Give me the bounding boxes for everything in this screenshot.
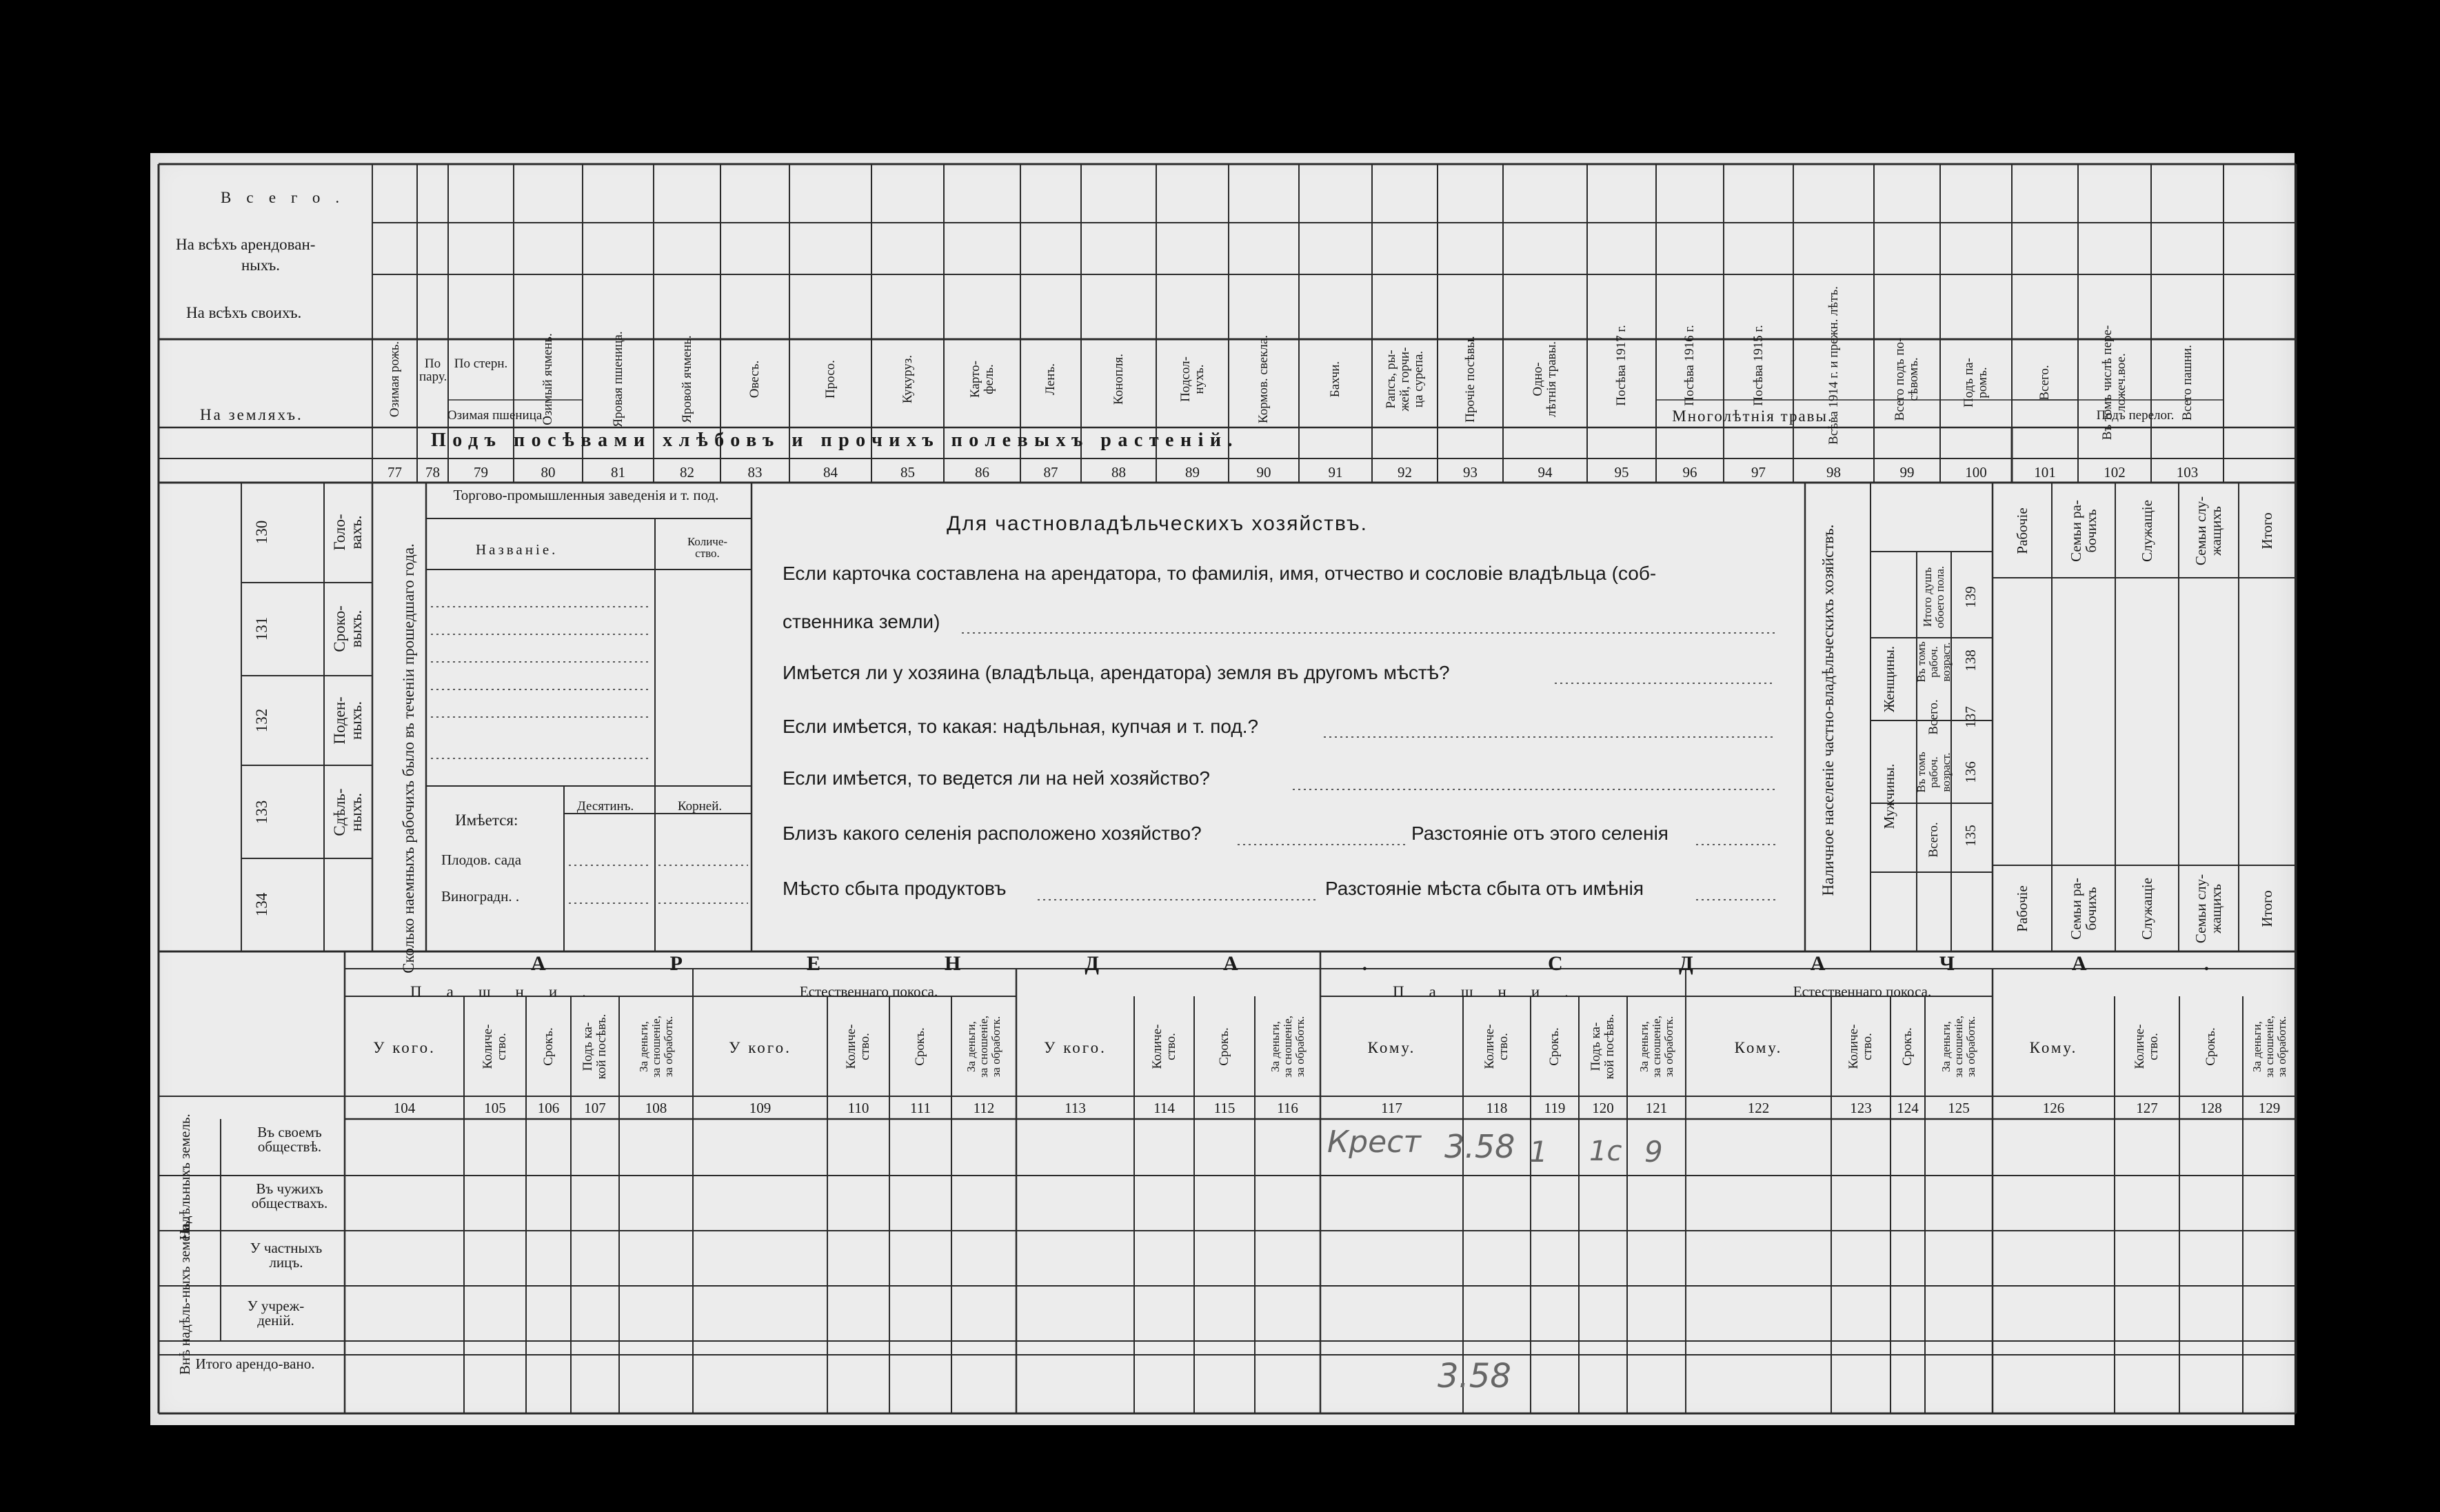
men-label: Мужчины.: [1880, 763, 1897, 829]
sdacha-banner: СДАЧА.: [1548, 952, 2327, 975]
lease-column-label: Срокъ.: [913, 1027, 928, 1066]
arenda-pokos: Естественнаго покоса.: [799, 983, 938, 1000]
lease-column-label: За деньги, за сношеніе, за обработк.: [1939, 1016, 1977, 1078]
lease-column-number: 119: [1544, 1100, 1566, 1116]
worker-column-label-bottom: Семьи слу- жащихъ: [2192, 874, 2224, 944]
worker-type-number: 130: [252, 520, 270, 545]
population-column-number: 135: [1962, 825, 1979, 847]
crop-column-label: Кукуруз.: [900, 354, 915, 404]
lease-column-number: 106: [537, 1100, 560, 1116]
handwritten-payment: 9: [1644, 1135, 1663, 1169]
lease-column-label: Количе- ство.: [1846, 1024, 1875, 1069]
lease-column-number: 127: [2136, 1100, 2158, 1116]
question-farming: Если имѣется, то ведется ли на ней хозяйство?: [783, 767, 1210, 789]
crop-column-number: 99: [1899, 464, 1915, 481]
crop-column-label: Конопля.: [1111, 353, 1126, 405]
row-leased-label: На всѣхъ арендован-: [176, 236, 316, 253]
crop-column-number: 95: [1614, 464, 1629, 481]
worker-column-label-bottom: Итого: [2258, 890, 2275, 927]
crop-column-label: Ленъ.: [1043, 363, 1058, 395]
crop-column-label: Рапсъ, ры- жей, горчи- ца сурепа.: [1383, 347, 1426, 412]
crop-column-number: 81: [611, 464, 625, 481]
crop-column-number: 97: [1751, 464, 1766, 481]
census-card-sheet: [150, 153, 2295, 1425]
lease-column-label: За деньги, за сношеніе, за обработк.: [1637, 1016, 1675, 1078]
lease-column-number: 108: [645, 1100, 667, 1116]
lease-column-number: 117: [1381, 1100, 1402, 1116]
lease-column-number: 113: [1065, 1100, 1086, 1116]
row-own-label: На всѣхъ своихъ.: [186, 304, 302, 321]
group-vne-nadel: Внѣ надѣль-ныхъ земель.: [176, 1217, 193, 1375]
arenda-banner: АРЕНДА.: [531, 952, 1492, 975]
crop-column-number: 96: [1682, 464, 1697, 481]
under-fallow-label: Подъ перелог.: [2096, 408, 2175, 423]
row-total-leased: Итого арендо-вано.: [195, 1355, 315, 1372]
dessiatins-header: Десятинъ.: [576, 799, 634, 814]
question-market-distance: Разстояніе мѣста сбыта отъ имѣнія: [1325, 878, 1644, 899]
lease-column-label: Количе- ство.: [481, 1024, 509, 1069]
handwritten-name: Крест: [1327, 1125, 1422, 1160]
vineyard-label: Виноградн. .: [441, 888, 520, 905]
worker-column-label-bottom: Семьи ра- бочихъ: [2067, 878, 2099, 940]
row-total-label: Всего.: [221, 189, 355, 206]
crop-column-label: Посѣва 1917 г.: [1614, 325, 1629, 406]
lease-column-number: 120: [1592, 1100, 1614, 1116]
women-label: Женщины.: [1880, 645, 1897, 713]
lease-column-number: 122: [1747, 1100, 1770, 1116]
crop-column-label: По стерн.: [454, 356, 508, 371]
population-column-number: 139: [1962, 586, 1979, 608]
lease-column-label: Кому.: [1734, 1039, 1783, 1056]
crop-column-number: 92: [1398, 464, 1412, 481]
crop-column-label: Всѣва 1914 г. и прежн. лѣтъ.: [1826, 286, 1841, 445]
question-other-land: Имѣется ли у хозяина (владѣльца, арендатора) земля въ другомъ мѣстѣ?: [783, 662, 1450, 683]
group-nadel: Надѣльныхъ земель.: [176, 1113, 193, 1240]
crop-column-label: Всего пашни.: [2179, 345, 2195, 421]
crop-column-label: Одно- лѣтнія травы.: [1531, 341, 1559, 417]
worker-type-label: Поден- ныхъ.: [330, 696, 365, 745]
crop-column-number: 94: [1537, 464, 1553, 481]
crop-column-label: Бахчи.: [1328, 361, 1343, 398]
crops-banner: Подъ посѣвами хлѣбовъ и прочихъ полевыхъ растеній.: [431, 430, 1240, 451]
lease-column-label: Срокъ.: [1900, 1027, 1915, 1066]
question-land-type: Если имѣется, то какая: надѣльная, купчая и т. под.?: [783, 716, 1259, 737]
total-souls-label: Итого душъ обоего пола.: [1921, 565, 1946, 629]
worker-type-label: Голо- вахъ.: [330, 514, 365, 551]
lease-column-label: Количе- ство.: [1149, 1024, 1178, 1069]
crop-column-number: 78: [425, 464, 440, 481]
crop-column-label: Яровая пшеница.: [610, 331, 625, 427]
row-leased-label-2: ныхъ.: [241, 256, 281, 274]
trade-title: Торгово-промышленныя заведенія и т. под.: [453, 487, 719, 503]
population-column-number: 137: [1962, 706, 1979, 728]
men-total: Всего.: [1926, 822, 1942, 858]
crop-column-number: 79: [474, 464, 488, 481]
lease-column-number: 109: [749, 1100, 772, 1116]
row-lands-label: На земляхъ.: [200, 406, 303, 423]
sdacha-pashni: Пашни.: [1393, 983, 1593, 1000]
crop-column-number: 82: [680, 464, 694, 481]
has-label: Имѣется:: [455, 812, 518, 829]
crop-column-label: Озимый ячмень.: [541, 333, 556, 425]
crop-column-number: 89: [1185, 464, 1200, 481]
lease-column-label: Срокъ.: [1547, 1027, 1562, 1066]
crop-column-number: 83: [747, 464, 763, 481]
lease-column-label: Подъ ка- кой посѣвъ.: [581, 1014, 609, 1080]
crop-column-label: Прочіе посѣвы.: [1462, 336, 1478, 423]
lease-column-number: 111: [910, 1100, 931, 1116]
sdacha-pokos: Естественнаго покоса.: [1793, 983, 1932, 1000]
handwritten-total: 3.58: [1438, 1357, 1511, 1395]
row-other-communities: Въ чужихъ обществахъ.: [251, 1180, 328, 1211]
winter-wheat-label: Озимая пшеница.: [447, 408, 546, 423]
question-owner: Если карточка составлена на арендатора, то фамилія, имя, отчество и сословіе владѣльца (соб-: [783, 563, 1657, 584]
worker-type-number: 134: [252, 892, 270, 917]
crop-column-label: Подъ па- ромъ.: [1962, 358, 1990, 407]
lease-column-label: У кого.: [1044, 1039, 1107, 1056]
lease-column-label: Количе- ство.: [1482, 1024, 1511, 1069]
lease-column-number: 116: [1277, 1100, 1298, 1116]
population-column-number: 136: [1962, 761, 1979, 783]
lease-column-number: 125: [1948, 1100, 1970, 1116]
crop-column-label: Кормов. свекла.: [1256, 334, 1271, 424]
crop-column-label: По пару.: [419, 356, 447, 384]
crop-column-number: 88: [1111, 464, 1126, 481]
lease-column-label: За деньги, за сношеніе, за обработк.: [1268, 1016, 1307, 1078]
crop-column-label: Овесъ.: [747, 360, 763, 399]
lease-column-label: Кому.: [1367, 1039, 1416, 1056]
crop-column-label: Просо.: [823, 360, 838, 399]
row-own-community: Въ своемъ обществѣ.: [257, 1124, 322, 1155]
crop-column-label: Посѣва 1915 г.: [1751, 325, 1766, 406]
lease-column-label: У кого.: [729, 1039, 792, 1056]
row-institutions: У учреж-деній.: [247, 1298, 305, 1329]
lease-column-label: Подъ ка- кой посѣвъ.: [1589, 1014, 1617, 1080]
worker-column-label: Рабочіе: [2013, 507, 2030, 554]
worker-type-number: 133: [252, 800, 270, 825]
lease-column-label: Срокъ.: [2204, 1027, 2219, 1066]
lease-column-label: За деньги, за сношеніе, за обработк.: [965, 1016, 1002, 1078]
crop-column-number: 87: [1043, 464, 1058, 481]
lease-column-label: Количе- ство.: [844, 1024, 872, 1069]
hired-workers-question: Сколько наемныхъ рабочихъ было въ теченіи прошедшаго года.: [399, 543, 417, 974]
lease-column-label: Срокъ.: [541, 1027, 556, 1066]
crop-column-label: Яровой ячмень.: [679, 335, 694, 423]
lease-column-number: 114: [1153, 1100, 1175, 1116]
crop-column-number: 100: [1965, 464, 1987, 481]
crop-column-number: 102: [2104, 464, 2126, 481]
worker-column-label-bottom: Служащіе: [2138, 878, 2155, 940]
crop-column-label: Всего подъ по- сѣвомъ.: [1893, 337, 1921, 421]
worker-type-label: Сроко- выхъ.: [330, 605, 365, 652]
lease-column-number: 105: [484, 1100, 506, 1116]
lease-column-label: Количе- ство.: [2133, 1024, 2161, 1069]
lease-column-number: 110: [847, 1100, 869, 1116]
crop-column-label: Посѣва 1916 г.: [1682, 325, 1697, 406]
lease-column-number: 115: [1213, 1100, 1236, 1116]
lease-column-label: Кому.: [2029, 1039, 2078, 1056]
row-private-persons: У частныхъ лицъ.: [250, 1240, 323, 1271]
crop-column-number: 84: [823, 464, 838, 481]
population-title: Наличное населеніе частно-владѣльческихъ хозяйствъ.: [1819, 524, 1837, 896]
crop-column-label: Всего.: [2037, 365, 2053, 401]
crop-column-number: 98: [1826, 464, 1841, 481]
crop-column-label: Подсол- нухъ.: [1178, 356, 1207, 402]
lease-column-number: 126: [2042, 1100, 2065, 1116]
lease-column-number: 118: [1486, 1100, 1508, 1116]
private-households-title: Для частновладѣльческихъ хозяйствъ.: [947, 512, 1368, 535]
men-working-age: Въ томъ рабоч. возраст.: [1915, 752, 1953, 793]
worker-type-number: 132: [252, 708, 270, 733]
handwritten-crop: 1с: [1589, 1136, 1622, 1167]
worker-column-label: Семьи ра- бочихъ: [2067, 500, 2099, 562]
worker-column-label: Семьи слу- жащихъ: [2192, 496, 2224, 566]
fruit-garden-label: Плодов. сада: [441, 851, 522, 868]
trade-qty-header: Количе-ство.: [687, 535, 728, 560]
handwritten-term: 1: [1529, 1135, 1548, 1169]
women-working-age: Въ томъ рабоч. возраст.: [1915, 641, 1953, 683]
worker-type-label: Сдѣль- ныхъ.: [330, 788, 365, 836]
lease-column-number: 123: [1850, 1100, 1872, 1116]
lease-column-label: За деньги, за сношеніе, за обработк.: [636, 1016, 675, 1078]
crop-column-number: 101: [2034, 464, 2056, 481]
crop-column-label: Карто- фель.: [967, 361, 996, 398]
worker-type-number: 131: [252, 616, 270, 641]
crop-column-number: 91: [1328, 464, 1343, 481]
worker-column-label: Служащіе: [2138, 500, 2155, 562]
lease-column-number: 128: [2200, 1100, 2222, 1116]
question-owner-2: ственника земли): [783, 611, 940, 632]
perennial-grasses-label: Многолѣтнія травы.: [1672, 407, 1833, 425]
roots-header: Корней.: [677, 799, 723, 814]
lease-column-number: 112: [973, 1100, 995, 1116]
lease-column-number: 129: [2258, 1100, 2281, 1116]
lease-column-label: У кого.: [373, 1039, 436, 1056]
worker-column-label-bottom: Рабочіе: [2013, 885, 2030, 932]
question-village-distance: Разстояніе отъ этого селенія: [1411, 823, 1668, 844]
population-column-number: 138: [1962, 649, 1979, 672]
crop-column-label: Озимая рожь.: [387, 341, 402, 418]
arenda-pashni: Пашни.: [410, 983, 611, 1000]
question-market: Мѣсто сбыта продуктовъ: [783, 878, 1007, 899]
worker-column-label: Итого: [2258, 512, 2275, 550]
question-village: Близъ какого селенія расположено хозяйство?: [783, 823, 1202, 844]
handwritten-qty: 3.58: [1444, 1128, 1515, 1165]
lease-column-number: 104: [393, 1100, 416, 1116]
crop-column-number: 77: [387, 464, 402, 481]
crop-column-number: 80: [541, 464, 556, 481]
crop-column-number: 86: [975, 464, 989, 481]
lease-column-label: Срокъ.: [1217, 1027, 1232, 1066]
crop-column-label: Въ томъ числѣ пере- ложеч.вое.: [2100, 325, 2128, 441]
women-total: Всего.: [1926, 699, 1942, 735]
crop-column-number: 85: [900, 464, 915, 481]
lease-column-number: 107: [584, 1100, 606, 1116]
crop-column-number: 93: [1463, 464, 1478, 481]
trade-name-header: Названіе.: [476, 541, 558, 558]
lease-column-number: 121: [1645, 1100, 1668, 1116]
crop-column-number: 103: [2176, 464, 2199, 481]
crop-column-number: 90: [1256, 464, 1271, 481]
lease-column-number: 124: [1897, 1100, 1919, 1116]
lease-column-label: За деньги, за сношеніе, за обработк.: [2250, 1016, 2288, 1078]
